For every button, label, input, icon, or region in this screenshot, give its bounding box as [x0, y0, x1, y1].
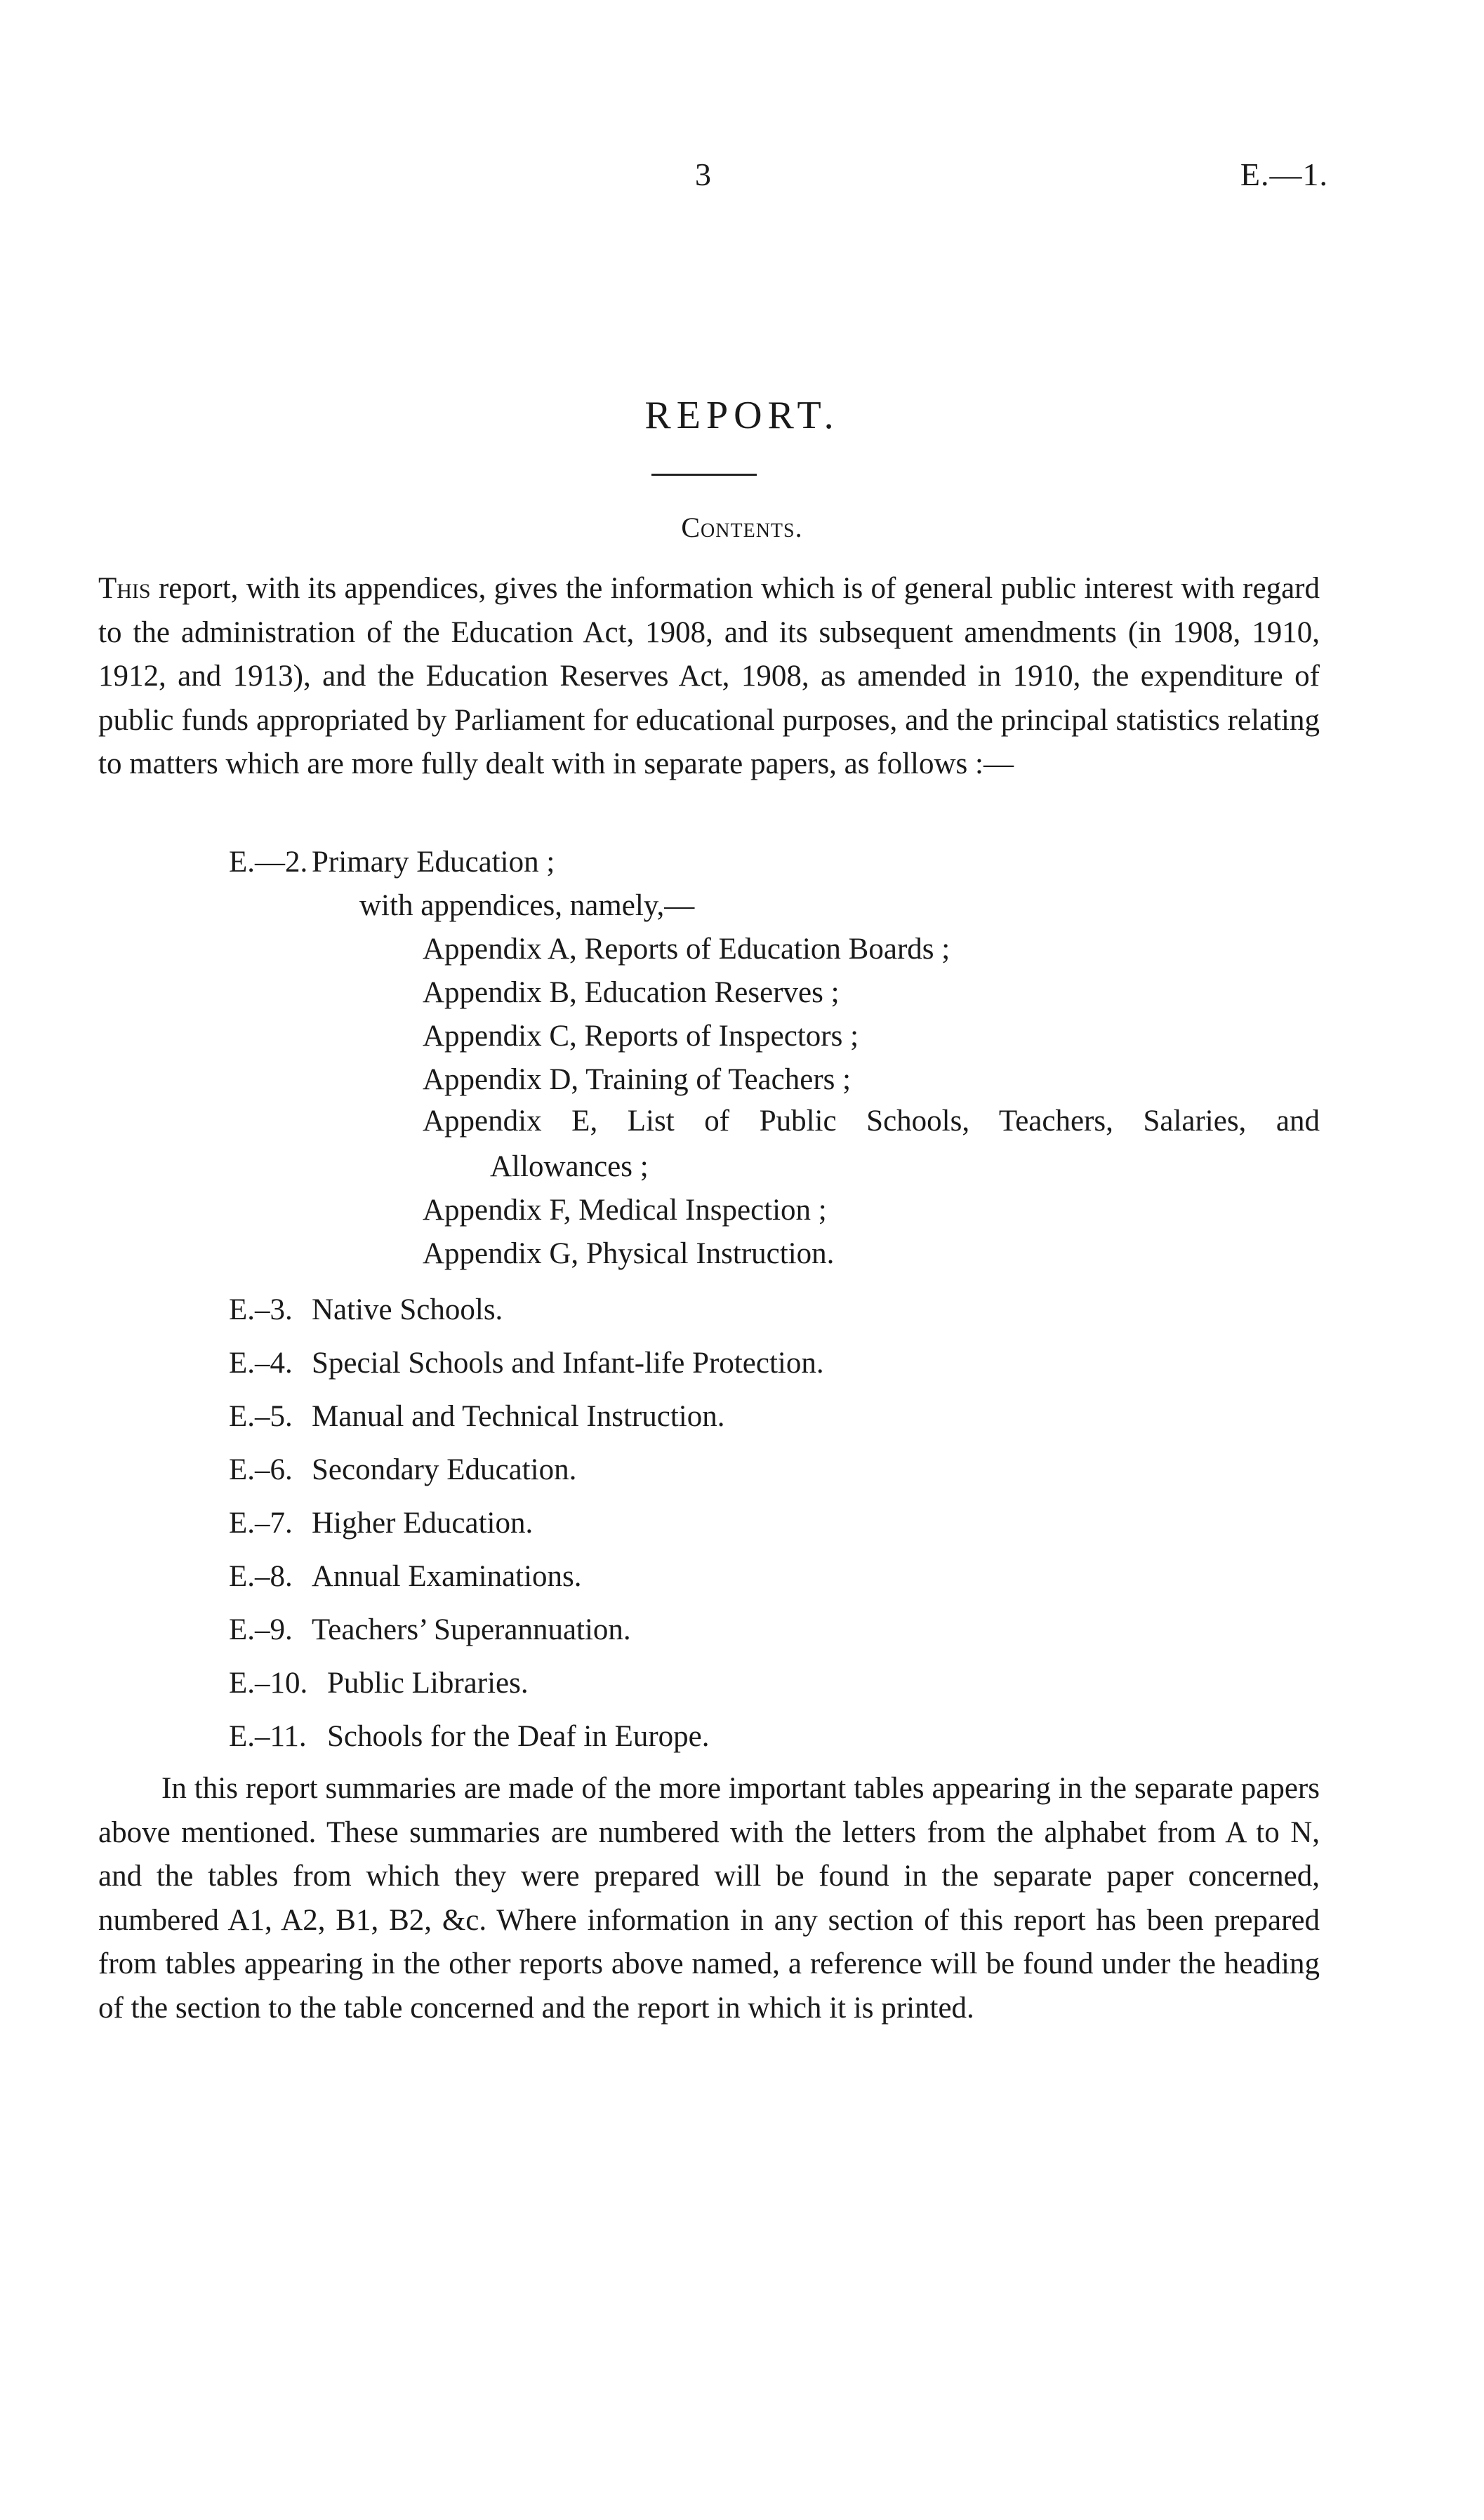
appendix-item: Appendix A, Reports of Education Boards ;	[423, 933, 950, 966]
entry-title: Public Libraries.	[327, 1667, 529, 1700]
entry-code: E.–8.	[229, 1560, 293, 1593]
entry-code: E.–7.	[229, 1507, 293, 1540]
appendix-item: Appendix F, Medical Inspection ;	[423, 1194, 827, 1227]
intro-text: report, with its appendices, gives the information which is of general public interest with regard to the administration of the Education Act, 1908, and its subsequent amendments (in 1908, 1910, 1912, and 1913), and the Education Reserves Act, 1908, as amended in 1910, the expenditure of public funds appropriated by Parliament for educational purposes, and the principal statistics relating to matters which are more fully dealt with in separate papers, as follows :—	[98, 572, 1320, 780]
entry-code: E.–10.	[229, 1667, 308, 1700]
contents-entry	[229, 1295, 503, 1325]
contents-entry	[229, 1561, 582, 1592]
entry-code: E.–11.	[229, 1720, 307, 1753]
document-code: E.—1.	[1240, 156, 1328, 192]
appendix-item: Appendix D, Training of Teachers ;	[423, 1063, 852, 1096]
contents-entry-primary	[229, 847, 555, 877]
entry-code: E.–3.	[229, 1293, 293, 1326]
appendix-item-continuation: Allowances ;	[490, 1150, 649, 1183]
summary-paragraph: In this report summaries are made of the more important tables appearing in the separate papers above mentioned. These summaries are numbered with the letters from the alphabet from A to N, and the tables from which they were prepared will be found in the separate paper concerned, numbered A1, A2, B1, B2, &c. Where information in any section of this report has been prepared from tables appearing in the other reports above named, a reference will be found under the heading of the section to the table concerned and the report in which it is printed.	[98, 1772, 1320, 2025]
with-appendices-label: with appendices, namely,—	[359, 889, 695, 922]
entry-code: E.–5.	[229, 1400, 293, 1433]
entry-title: Higher Education.	[312, 1507, 534, 1540]
contents-entry	[229, 1455, 576, 1485]
contents-entry	[229, 1401, 724, 1432]
entry-code: E.–4.	[229, 1347, 293, 1380]
entry-code: E.—2.	[229, 846, 308, 879]
page-number: 3	[695, 156, 712, 192]
appendix-item: Appendix G, Physical Instruction.	[423, 1237, 835, 1270]
intro-paragraph	[98, 567, 1320, 787]
entry-code: E.–6.	[229, 1453, 293, 1486]
entry-title: Secondary Education.	[312, 1453, 577, 1486]
entry-code: E.–9.	[229, 1613, 293, 1646]
entry-title: Manual and Technical Instruction.	[312, 1400, 725, 1433]
contents-entry	[229, 1721, 710, 1752]
contents-entry	[229, 1508, 533, 1538]
entry-title: Special Schools and Infant-life Protection.	[312, 1347, 824, 1380]
entry-title: Native Schools.	[312, 1293, 503, 1326]
title-divider	[651, 474, 757, 476]
appendix-item: Appendix B, Education Reserves ;	[423, 976, 840, 1009]
appendix-item: Appendix C, Reports of Inspectors ;	[423, 1020, 859, 1053]
entry-title: Teachers’ Superannuation.	[312, 1613, 631, 1646]
contents-heading: Contents.	[681, 512, 803, 543]
intro-lead-word: This	[98, 572, 151, 605]
appendix-item: Appendix E, List of Public Schools, Teachers, Salaries, and	[423, 1105, 1320, 1138]
contents-entry	[229, 1668, 529, 1698]
entry-title: Schools for the Deaf in Europe.	[327, 1720, 710, 1753]
contents-entry	[229, 1615, 631, 1645]
entry-title: Annual Examinations.	[312, 1560, 582, 1593]
report-title: REPORT.	[644, 394, 840, 437]
entry-title: Primary Education ;	[312, 846, 555, 879]
contents-entry	[229, 1348, 824, 1378]
